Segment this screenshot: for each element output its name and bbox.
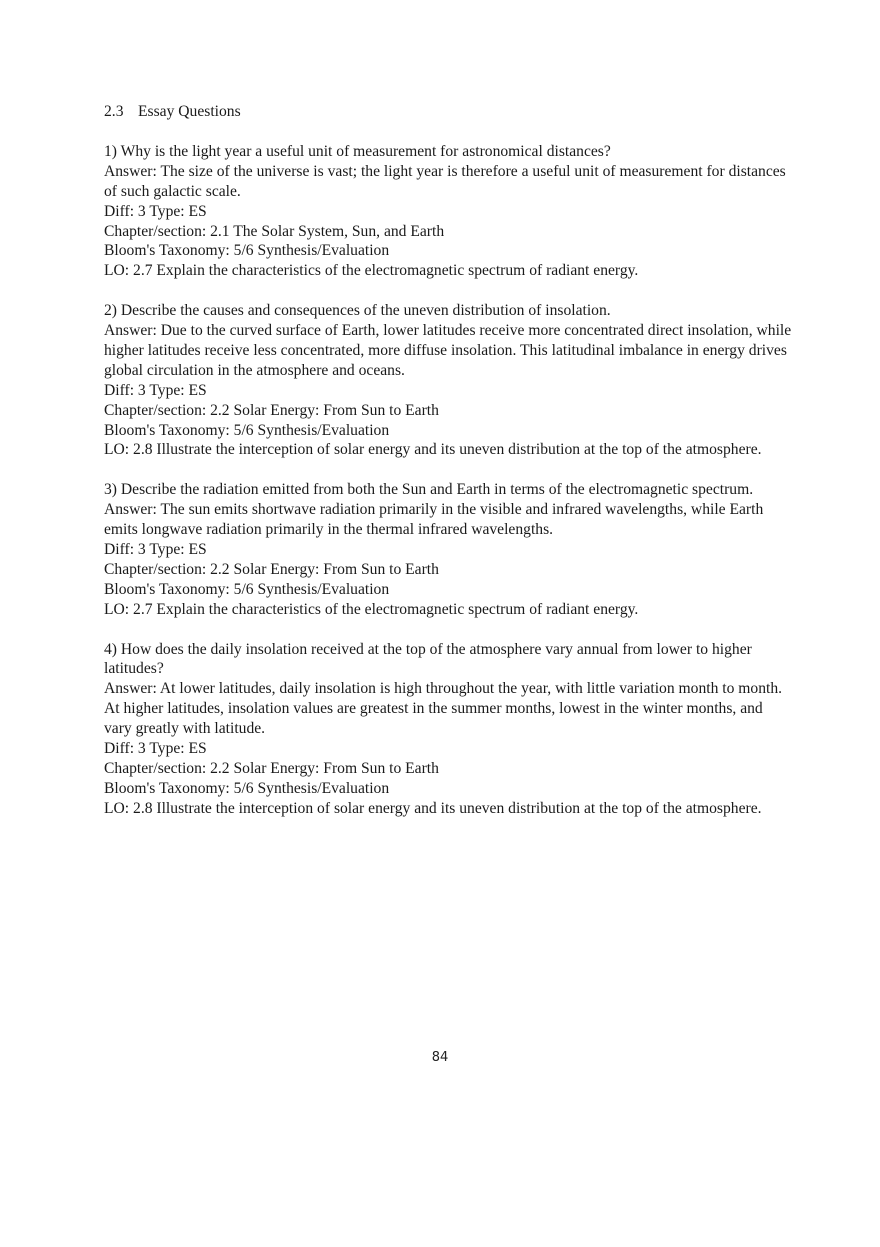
question-block-1 [104, 142, 794, 281]
section-heading [104, 102, 794, 122]
question-block-2 [104, 301, 794, 460]
blooms-taxonomy-text: Bloom's Taxonomy: 5/6 Synthesis/Evaluation [104, 421, 390, 439]
learning-objective-text: LO: 2.7 Explain the characteristics of the electromagnetic spectrum of radiant energy. [104, 262, 639, 280]
difficulty-text: Diff: 3 Type: ES [104, 381, 207, 399]
learning-objective-text: LO: 2.7 Explain the characteristics of the electromagnetic spectrum of radiant energy. [104, 600, 639, 618]
difficulty-text: Diff: 3 Type: ES [104, 202, 207, 220]
blooms-taxonomy-text: Bloom's Taxonomy: 5/6 Synthesis/Evaluation [104, 242, 390, 260]
question-text: 1) Why is the light year a useful unit of measurement for astronomical distances? [104, 142, 611, 160]
question-text: 3) Describe the radiation emitted from both the Sun and Earth in terms of the electromagnetic spectrum. [104, 481, 754, 499]
question-text: 2) Describe the causes and consequences of the uneven distribution of insolation. [104, 302, 611, 320]
answer-text: Answer: The size of the universe is vast; the light year is therefore a useful unit of measurement for distances of such galactic scale. [104, 162, 786, 200]
answer-text: Answer: At lower latitudes, daily insolation is high throughout the year, with little variation month to month. At higher latitudes, insolation values are greatest in the summer months, lowest in the winter months, and vary greatly with latitude. [104, 680, 783, 738]
chapter-section-text: Chapter/section: 2.2 Solar Energy: From Sun to Earth [104, 759, 439, 777]
document-page [104, 102, 794, 839]
section-title: Essay Questions [138, 103, 241, 120]
chapter-section-text: Chapter/section: 2.2 Solar Energy: From Sun to Earth [104, 401, 439, 419]
chapter-section-text: Chapter/section: 2.1 The Solar System, Sun, and Earth [104, 222, 445, 240]
answer-text: Answer: The sun emits shortwave radiation primarily in the visible and infrared wavelengths, while Earth emits longwave radiation primarily in the thermal infrared wavelengths. [104, 501, 764, 539]
difficulty-text: Diff: 3 Type: ES [104, 740, 207, 758]
section-number: 2.3 [104, 103, 124, 120]
page-number: 84 [431, 1050, 449, 1065]
chapter-section-text: Chapter/section: 2.2 Solar Energy: From Sun to Earth [104, 560, 439, 578]
learning-objective-text: LO: 2.8 Illustrate the interception of solar energy and its uneven distribution at the top of the atmosphere. [104, 441, 762, 459]
question-text: 4) How does the daily insolation received at the top of the atmosphere vary annual from lower to higher latitudes? [104, 640, 752, 678]
answer-text: Answer: Due to the curved surface of Earth, lower latitudes receive more concentrated direct insolation, while higher latitudes receive less concentrated, more diffuse insolation. This latitudinal imbalance in energy drives global circulation in the atmosphere and oceans. [104, 322, 792, 379]
question-block-3 [104, 480, 794, 619]
learning-objective-text: LO: 2.8 Illustrate the interception of solar energy and its uneven distribution at the top of the atmosphere. [104, 799, 762, 817]
question-block-4 [104, 640, 794, 819]
difficulty-text: Diff: 3 Type: ES [104, 541, 207, 558]
blooms-taxonomy-text: Bloom's Taxonomy: 5/6 Synthesis/Evaluation [104, 779, 390, 797]
blooms-taxonomy-text: Bloom's Taxonomy: 5/6 Synthesis/Evaluation [104, 580, 390, 598]
